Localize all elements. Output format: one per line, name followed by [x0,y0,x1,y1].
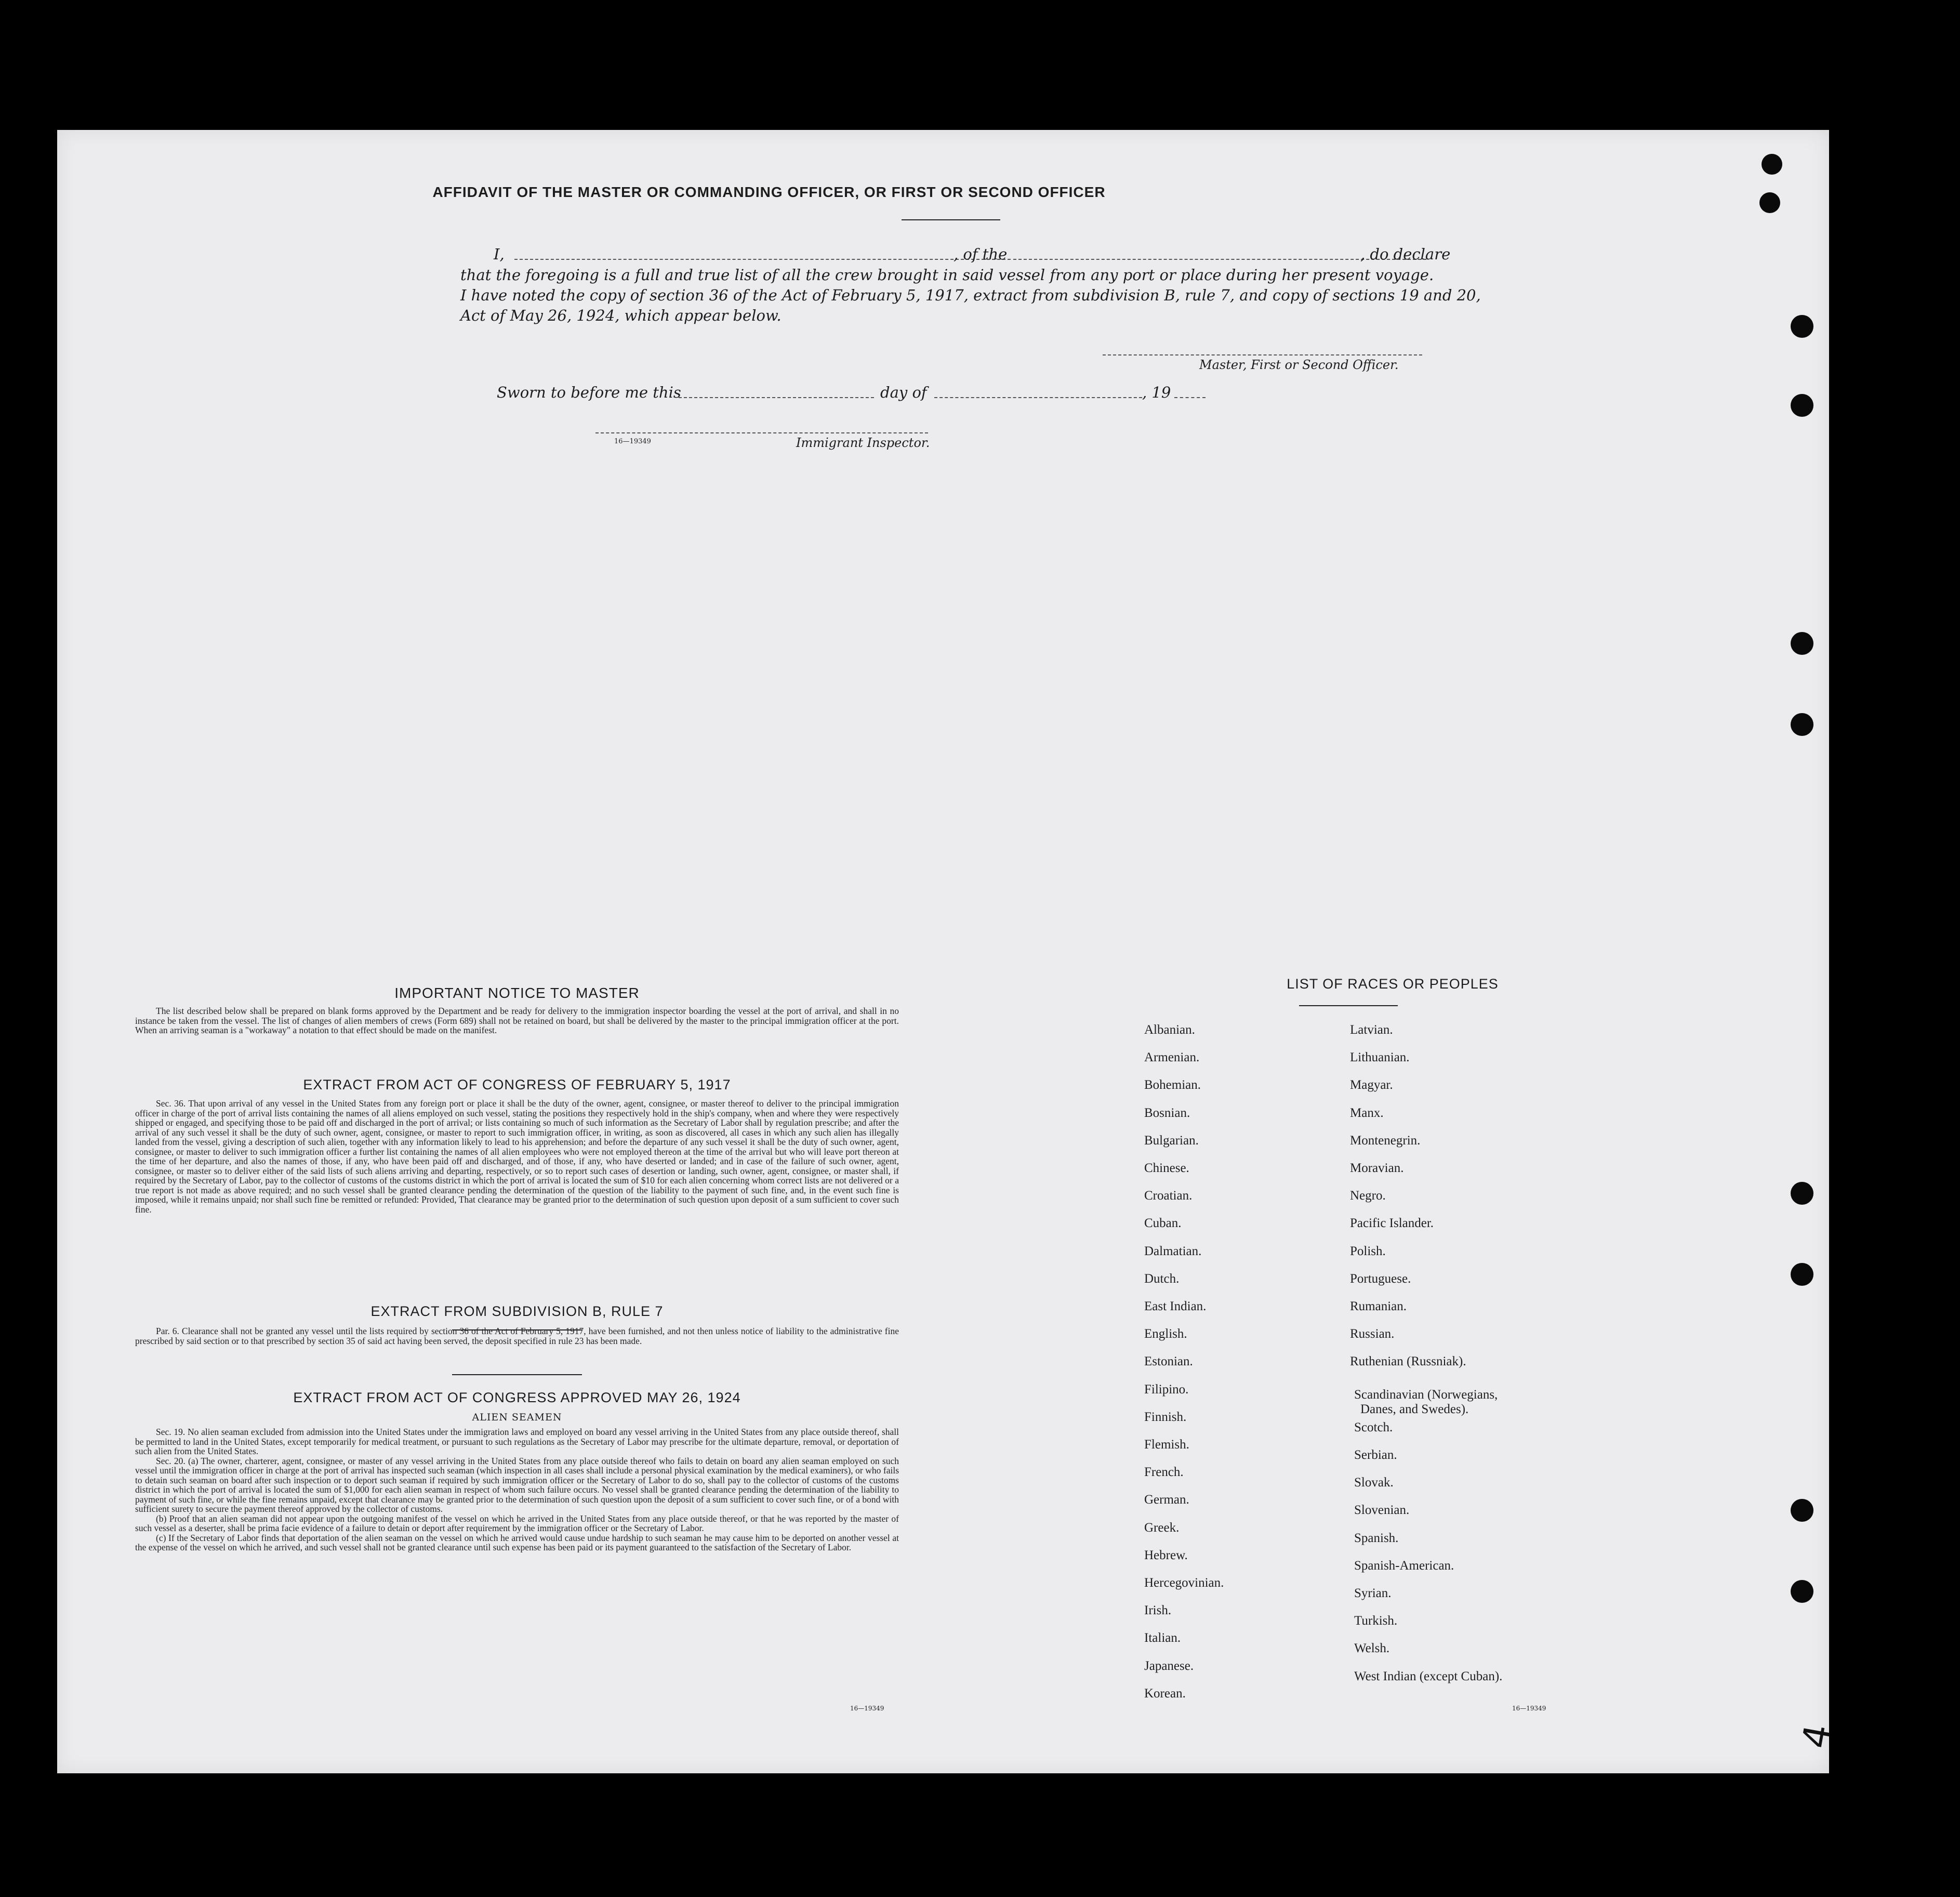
punch-hole [1762,154,1782,175]
races-form-number: 16—19349 [1512,1705,1546,1712]
race-item: Scotch. [1354,1420,1393,1434]
race-item: Slovenian. [1354,1503,1410,1518]
race-item: Armenian. [1144,1050,1200,1065]
alien-seamen-subtitle: ALIEN SEAMEN [472,1412,562,1423]
notice-paragraph: The list described below shall be prepared on blank forms approved by the Department and be ready for delivery to the immigration inspector boarding the vessel at the port of arrival, and shall in no instance be taken from the vessel. The list of changes of alien members of crews (Form 689) shall not be retained on board, but shall be delivered by the master to the principal immigration officer at the port. When an arriving seaman is a "workaway" a notation to that effect should be made on the manifest. [135,1006,899,1035]
punch-hole [1791,315,1813,338]
of-the-label: , of the [953,245,1008,263]
race-item: Syrian. [1354,1586,1392,1600]
section-divider [452,1374,582,1375]
race-item: Portuguese. [1350,1271,1411,1286]
title-underline [902,219,1000,220]
race-item: French. [1144,1465,1184,1480]
races-title: LIST OF RACES OR PEOPLES [1287,976,1499,992]
name-fill-line [514,259,1011,260]
race-item: Rumanian. [1350,1299,1407,1313]
race-item: Welsh. [1354,1641,1390,1656]
form-number: 16—19349 [614,438,651,445]
race-item: Russian. [1350,1327,1395,1341]
extract-1917-title: EXTRACT FROM ACT OF CONGRESS OF FEBRUARY 5, 1917 [303,1077,731,1092]
race-item: Estonian. [1144,1354,1193,1369]
race-item: Magyar. [1350,1078,1393,1092]
day-of-label: day of [880,384,927,401]
punch-hole [1791,1499,1813,1522]
races-title-underline [1299,1005,1398,1006]
race-item: Serbian. [1354,1448,1397,1462]
race-item: Finnish. [1144,1409,1187,1424]
punch-hole [1791,394,1813,417]
inspector-label: Immigrant Inspector. [796,436,930,450]
race-item: West Indian (except Cuban). [1354,1669,1503,1683]
section-36-paragraph: Sec. 36. That upon arrival of any vessel in the United States from any foreign port or place it shall be the duty of the owner, agent, consignee, or master thereof to deliver to the principal immigration officer in charge of the port of arrival lists containing the names of all aliens employed on such vessel, stating the positions they respectively hold in the ship's company, when and where they were respectively shipped or engaged, and specifying those to be paid off and discharged in the port of arrival; or lists containing so much of such information as the Secretary of Labor shall by regulation prescribe; and after the arrival of any such vessel it shall be the duty of such owner, agent, consignee, or master to report to such immigration officer, in writing, as soon as discovered, all cases in which any such alien has illegally landed from the vessel, giving a description of such alien, together with any information likely to lead to his apprehension; and before the departure of any such vessel it shall be the duty of such owner, agent, consignee, or master to deliver to such immigration officer a further list containing the names of all alien employees who were not employed thereon at the time of the arrival but who will leave port thereon at the time of her departure, and also the names of those, if any, who have been paid off and discharged, and of those, if any, who have deserted or landed; and in case of the failure of such owner, agent, consignee, or master so to deliver either of the said lists of such aliens arriving and departing, respectively, or so to report such cases of desertion or landing, such owner, agent, consignee, or master shall, if required by the Secretary of Labor, pay to the collector of customs of the customs district in which the port of arrival is located the sum of $10 for each alien concerning whom correct lists are not delivered or a true report is not made as above required; and no such vessel shall be granted clearance pending the determination of the question of the liability to the payment of such fine, and, in the event such fine is imposed, while it remains unpaid; nor shall such fine be remitted or refunded: Provided, That clearance may be granted prior to the determination of such question upon deposit of a sum sufficient to cover such fine. [135,1098,899,1215]
extract-1924-title: EXTRACT FROM ACT OF CONGRESS APPROVED MAY 26, 1924 [293,1390,741,1405]
race-item: Hebrew. [1144,1548,1188,1562]
section-20b-paragraph: (b) Proof that an alien seaman did not appear upon the outgoing manifest of the vessel on which he arrived in the United States from any place outside thereof, or that he was reported by the master of such vessel as a deserter, shall be prima facie evidence of a failure to detain or deport after requirement by the immigration officer or the Secretary of Labor. [135,1513,899,1533]
master-signature-label: Master, First or Second Officer. [1199,358,1399,372]
race-item: East Indian. [1144,1299,1207,1313]
section-19-paragraph: Sec. 19. No alien seaman excluded from admission into the United States under the immigration laws and employed on board any vessel arriving in the United States from any place outside thereof, shall be permitted to land in the United States, except temporarily for medical treatment, or pursuant to such regulations as the Secretary of Labor may prescribe for the ultimate departure, removal, or deportation of such alien from the United States. [135,1427,899,1456]
race-item: Montenegrin. [1350,1133,1421,1148]
punch-hole [1791,1580,1813,1603]
race-item: Bulgarian. [1144,1133,1199,1148]
affidavit-title: AFFIDAVIT OF THE MASTER OR COMMANDING OFFICER, OR FIRST OR SECOND OFFICER [432,184,1106,200]
race-item: Ruthenian (Russniak). [1350,1354,1466,1369]
par-6-paragraph: Par. 6. Clearance shall not be granted any vessel until the lists required by section 36 of the Act of February 5, 1917, have been furnished, and not then unless notice of liability to the administrative fine prescribed by said section or to that prescribed by section 35 of said act having been served, the deposit specified in rule 23 has been made. [135,1326,899,1346]
section-20a-paragraph: Sec. 20. (a) The owner, charterer, agent, consignee, or master of any vessel arriving in the United States from any place outside thereof who fails to detain on board any alien seaman employed on such vessel until the immigration officer in charge at the port of arrival has inspected such seaman (which inspection in all cases shall include a personal physical examination by the medical examiners), or who fails to detain such seaman on board after such inspection or to deport such seaman if required by such immigration officer or the Secretary of Labor to do so, shall pay to the collector of customs of the customs district in which the port of arrival is located the sum of $1,000 for each alien seaman in respect of whom such failure occurs. No vessel shall be granted clearance pending the determination of the liability to payment of such fine, or while the fine remains unpaid, except that clearance may be granted prior to the determination of such question upon the deposit of a sum sufficient to cover such fine, or of a bond with sufficient surety to secure the payment thereof approved by the collector of customs. [135,1455,899,1514]
notice-title: IMPORTANT NOTICE TO MASTER [394,985,640,1001]
race-item: Pacific Islander. [1350,1216,1434,1231]
race-item: Bohemian. [1144,1078,1201,1092]
affidavit-line-4: Act of May 26, 1924, which appear below. [460,307,782,324]
race-item: Negro. [1350,1189,1386,1203]
race-item: Latvian. [1350,1023,1393,1037]
sworn-year-line [1174,397,1206,398]
race-item: Manx. [1350,1105,1384,1120]
race-item: Moravian. [1350,1161,1404,1175]
race-item: Chinese. [1144,1161,1189,1175]
sworn-prefix: Sworn to before me this [497,384,681,401]
affidavit-i: I, [494,245,505,263]
punch-hole [1791,632,1813,655]
punch-hole [1791,1182,1813,1205]
race-item: Bosnian. [1144,1105,1190,1120]
race-item: Hercegovinian. [1144,1576,1224,1590]
race-item: German. [1144,1493,1189,1507]
race-item: Spanish. [1354,1531,1399,1545]
punch-hole [1791,1263,1813,1286]
rule7-title: EXTRACT FROM SUBDIVISION B, RULE 7 [370,1303,664,1319]
race-item: Scandinavian (Norwegians, [1354,1387,1498,1402]
affidavit-line-3: I have noted the copy of section 36 of the Act of February 5, 1917, extract from subdivision B, rule 7, and copy of sections 19 and 20, [460,286,1481,304]
race-item: Albanian. [1144,1023,1195,1037]
section-20c-paragraph: (c) If the Secretary of Labor finds that deportation of the alien seaman on the vessel on which he arrived would cause undue hardship to such seaman he may cause him to be deported on another vessel at the expense of the vessel on which he arrived, and such vessel shall not be granted clearance until such expense has been paid or its payment guaranteed to the satisfaction of the Secretary of Labor. [135,1532,899,1552]
sworn-day-line [679,397,874,398]
race-item: Dutch. [1144,1271,1180,1286]
race-item: Korean. [1144,1686,1186,1701]
race-item: Cuban. [1144,1216,1182,1231]
form-sheet [57,130,1840,1773]
race-item: Flemish. [1144,1438,1189,1452]
race-item: Croatian. [1144,1189,1193,1203]
punch-hole [1759,192,1780,213]
form-number-bottom: 16—19349 [850,1705,884,1712]
do-declare-label: , do declare [1360,245,1451,263]
race-item: Japanese. [1144,1658,1194,1673]
race-item: Filipino. [1144,1382,1189,1397]
affidavit-line-1 [494,245,505,263]
extract-1917-text [135,1099,899,1214]
race-item: Danes, and Swedes). [1360,1402,1469,1416]
race-item: Irish. [1144,1603,1172,1618]
race-item: Italian. [1144,1631,1181,1645]
race-item: Slovak. [1354,1476,1394,1490]
race-item: Turkish. [1354,1614,1398,1628]
race-item: Lithuanian. [1350,1050,1410,1065]
handwritten-page-number: 4 [1794,1721,1840,1752]
punch-hole [1791,713,1813,736]
race-item: Spanish-American. [1354,1558,1454,1573]
extract-1924-text [135,1427,899,1552]
sworn-month-line [934,397,1142,398]
race-item: English. [1144,1327,1187,1341]
affidavit-line-2: that the foregoing is a full and true list of all the crew brought in said vessel from any port or place during her present voyage. [460,266,1434,284]
race-item: Greek. [1144,1520,1180,1535]
notice-text [135,1006,899,1035]
inspector-signature-line [595,432,928,433]
rule7-text [135,1326,899,1346]
race-item: Dalmatian. [1144,1244,1202,1258]
year-prefix: , 19 [1142,384,1171,401]
master-signature-line [1103,354,1422,355]
race-item: Polish. [1350,1244,1386,1258]
